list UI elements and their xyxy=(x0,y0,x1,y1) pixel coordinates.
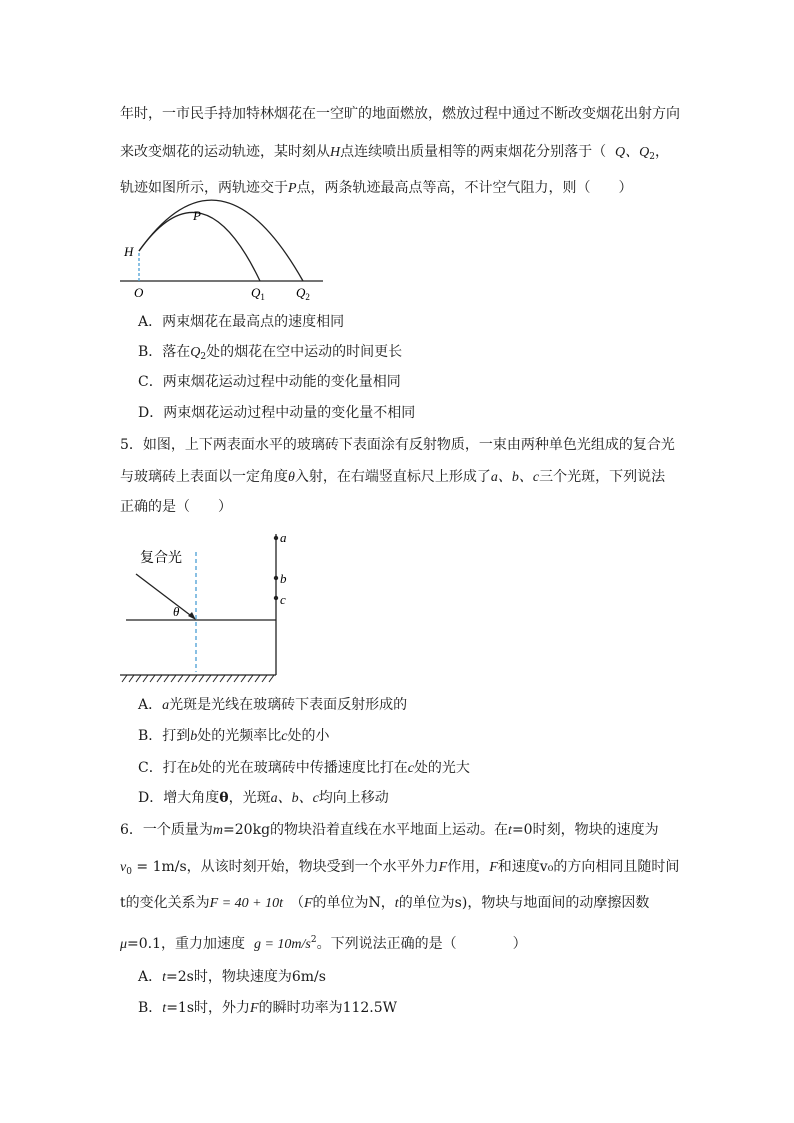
ground-hatch xyxy=(122,675,274,682)
spot-c xyxy=(274,596,278,600)
q4-q1q2-label: Q、Q xyxy=(615,145,650,160)
q5-stem-line-1: 5．如图，上下两表面水平的玻璃砖下表面涂有反射物质，一束由两种单色光组成的复合光 xyxy=(120,437,675,453)
trajectory-2 xyxy=(139,200,303,281)
q4-option-c[interactable]: C．两束烟花运动过程中动能的变化量相同 xyxy=(138,374,401,390)
q5-stem-line-2: 与玻璃砖上表面以一定角度θ入射，在右端竖直标尺上形成了a、b、c三个光斑，下列说法 xyxy=(120,469,666,485)
ray-arrowhead xyxy=(188,612,196,620)
q4-option-a[interactable]: A．两束烟花在最高点的速度相同 xyxy=(138,314,345,330)
incident-ray xyxy=(136,574,194,618)
label-P: P xyxy=(193,208,201,223)
label-Q1: $Q_1$ xyxy=(251,285,265,302)
label-theta: θ xyxy=(173,604,180,619)
label-Q2: $Q_2$ xyxy=(296,285,310,302)
q5-stem-line-3: 正确的是（ ） xyxy=(120,499,232,515)
q5-option-a[interactable]: A．a光斑是光线在玻璃砖下表面反射形成的 xyxy=(138,697,408,713)
label-H: H xyxy=(124,244,134,259)
q4-stem-line-3: 轨迹如图所示，两轨迹交于P点，两条轨迹最高点等高，不计空气阻力，则（ ） xyxy=(120,180,633,196)
q6-stem-line-2: $v_0 = 1m/s$，从该时刻开始，物块受到一个水平外力F作用，F和速度v₀的方向相同且随时间 xyxy=(120,859,680,877)
label-b: b xyxy=(280,571,287,586)
q4-stem-line-1: 年时，一市民手持加特林烟花在一空旷的地面燃放，燃放过程中通过不断改变烟花出射方向 xyxy=(120,106,680,122)
q4-stem-line-2: 来改变烟花的运动轨迹，某时刻从H点连续喷出质量相等的两束烟花分别落于（ Q、$Q_2$， xyxy=(120,144,669,162)
q6-option-a[interactable]: A．t=2s时，物块速度为6m/s xyxy=(138,969,326,985)
q4-option-d[interactable]: D．两束烟花运动过程中动量的变化量不相同 xyxy=(138,405,416,421)
q4-option-b[interactable]: B．落在$Q_2$处的烟花在空中运动的时间更长 xyxy=(138,344,403,362)
spot-b xyxy=(274,576,278,580)
label-a: a xyxy=(280,530,287,545)
q5-option-c[interactable]: C．打在b处的光在玻璃砖中传播速度比打在c处的光大 xyxy=(138,760,470,776)
q5-option-d[interactable]: D．增大角度θ，光斑a、b、c均向上移动 xyxy=(138,790,389,806)
q6-stem-line-4: μ=0.1，重力加速度 $g = 10m/s^2$。下列说法正确的是（ ） xyxy=(120,935,527,952)
label-light: 复合光 xyxy=(140,551,182,566)
label-O: O xyxy=(134,285,144,300)
q6-stem-line-1: 6．一个质量为m=20kg的物块沿着直线在水平地面上运动。在t=0时刻，物块的速度为 xyxy=(120,822,659,838)
q6-stem-line-3: t的变化关系为F = 40 + 10t （F的单位为N，t的单位为s)，物块与地面间的动摩擦因数 xyxy=(120,895,650,911)
q5-glass-figure xyxy=(118,528,308,688)
q4-trajectory-figure xyxy=(118,196,338,306)
q6-option-b[interactable]: B．t=1s时，外力F的瞬时功率为112.5W xyxy=(138,1000,398,1016)
label-c: c xyxy=(280,592,286,607)
spot-a xyxy=(274,536,278,540)
q5-option-b[interactable]: B．打到b处的光频率比c处的小 xyxy=(138,728,330,744)
